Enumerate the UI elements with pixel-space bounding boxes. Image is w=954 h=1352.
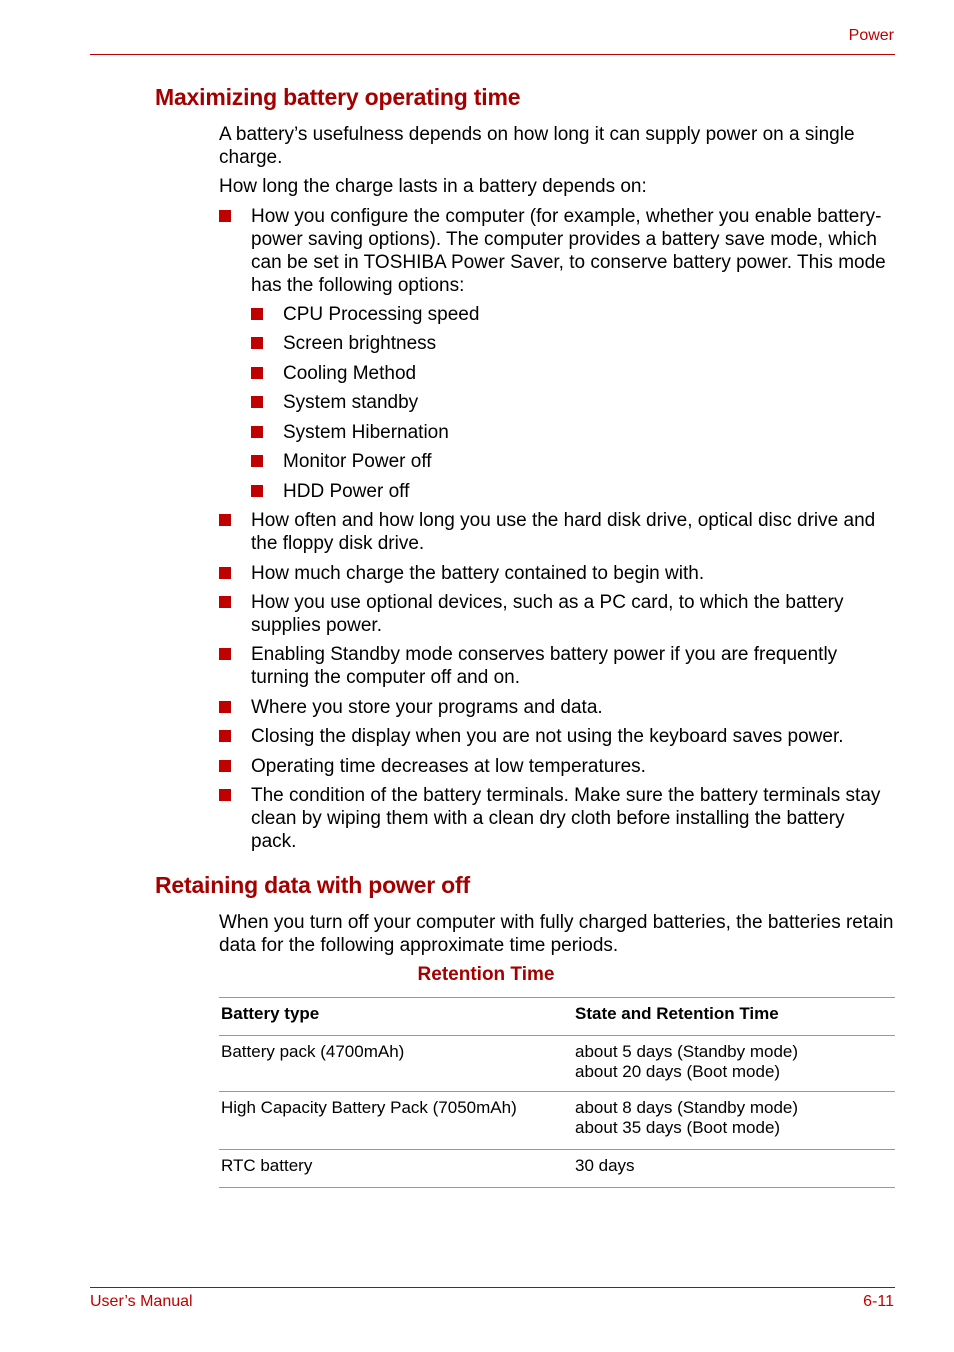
retention-cell bbox=[573, 1150, 895, 1188]
bullet-square-icon bbox=[219, 210, 231, 222]
bullet-square-icon bbox=[219, 760, 231, 772]
list-item-text: Enabling Standby mode conserves battery power if you are frequently turning the computer off and on. bbox=[251, 644, 838, 688]
bullet-square-icon bbox=[251, 396, 263, 408]
section-title-retaining: Retaining data with power off bbox=[155, 872, 470, 898]
column-header-battery-type: Battery type bbox=[219, 998, 573, 1036]
list-item-text: How much charge the battery contained to begin with. bbox=[251, 563, 705, 584]
retention-cell bbox=[573, 1092, 895, 1150]
list-item-text: Closing the display when you are not using the keyboard saves power. bbox=[251, 726, 844, 747]
running-header: Power bbox=[848, 27, 894, 44]
sub-list-item-text: Cooling Method bbox=[283, 363, 417, 384]
list-item-text: How you use optional devices, such as a PC card, to which the battery supplies power. bbox=[251, 592, 844, 636]
list-item-text: The condition of the battery terminals. Make sure the battery terminals stay clean by wiping them with a clean dry cloth before installing the battery pack. bbox=[251, 785, 881, 852]
sub-list-item-text: CPU Processing speed bbox=[283, 304, 480, 325]
section1-intro: A battery’s usefulness depends on how long it can supply power on a single charge. bbox=[219, 124, 855, 168]
bullet-square-icon bbox=[251, 485, 263, 497]
retention-line: 30 days bbox=[575, 1156, 635, 1175]
sub-list-item-text: HDD Power off bbox=[283, 481, 410, 502]
footer-manual-title: User’s Manual bbox=[90, 1293, 193, 1310]
retention-line: about 35 days (Boot mode) bbox=[575, 1118, 781, 1137]
bullet-square-icon bbox=[219, 789, 231, 801]
table-header-row bbox=[219, 998, 895, 1036]
bullet-square-icon bbox=[251, 426, 263, 438]
battery-type-cell: Battery pack (4700mAh) bbox=[219, 1036, 573, 1092]
header-rule bbox=[90, 54, 895, 55]
sub-list-item-text: System Hibernation bbox=[283, 422, 449, 443]
table-caption: Retention Time bbox=[417, 964, 555, 985]
battery-type-cell: RTC battery bbox=[219, 1150, 573, 1188]
retention-line: about 20 days (Boot mode) bbox=[575, 1062, 781, 1081]
list-item-text: Operating time decreases at low temperatures. bbox=[251, 756, 646, 777]
bullet-square-icon bbox=[251, 367, 263, 379]
table-row bbox=[219, 1036, 895, 1092]
retention-time-table bbox=[219, 997, 895, 1188]
bullet-square-icon bbox=[219, 648, 231, 660]
sub-list-item-text: System standby bbox=[283, 392, 419, 413]
sub-list-item-text: Screen brightness bbox=[283, 333, 437, 354]
list-item-text: Where you store your programs and data. bbox=[251, 697, 603, 718]
battery-type-cell: High Capacity Battery Pack (7050mAh) bbox=[219, 1092, 573, 1150]
table-row bbox=[219, 1150, 895, 1188]
retention-cell bbox=[573, 1036, 895, 1092]
section2-intro: When you turn off your computer with fully charged batteries, the batteries retain data for the following approximate time periods. bbox=[219, 912, 894, 956]
bullet-square-icon bbox=[219, 567, 231, 579]
bullet-square-icon bbox=[219, 701, 231, 713]
column-header-retention: State and Retention Time bbox=[573, 998, 895, 1036]
page-number: 6-11 bbox=[863, 1293, 894, 1310]
section1-lead: How long the charge lasts in a battery depends on: bbox=[219, 176, 647, 197]
bullet-square-icon bbox=[251, 308, 263, 320]
retention-line: about 5 days (Standby mode) bbox=[575, 1042, 799, 1061]
table-row bbox=[219, 1092, 895, 1150]
sub-list-item-text: Monitor Power off bbox=[283, 451, 432, 472]
bullet-square-icon bbox=[251, 337, 263, 349]
bullet-square-icon bbox=[251, 455, 263, 467]
section-title-maximizing: Maximizing battery operating time bbox=[155, 84, 521, 110]
bullet-square-icon bbox=[219, 730, 231, 742]
footer-rule bbox=[90, 1287, 895, 1288]
bullet-square-icon bbox=[219, 596, 231, 608]
list-item-text: How often and how long you use the hard disk drive, optical disc drive and the floppy disk drive. bbox=[251, 510, 876, 554]
retention-line: about 8 days (Standby mode) bbox=[575, 1098, 799, 1117]
bullet-square-icon bbox=[219, 514, 231, 526]
list-item-text: How you configure the computer (for example, whether you enable battery-power saving options). The computer provides a battery save mode, which can be set in TOSHIBA Power Saver, to conserve battery power. This mode has the following options: bbox=[251, 206, 886, 296]
